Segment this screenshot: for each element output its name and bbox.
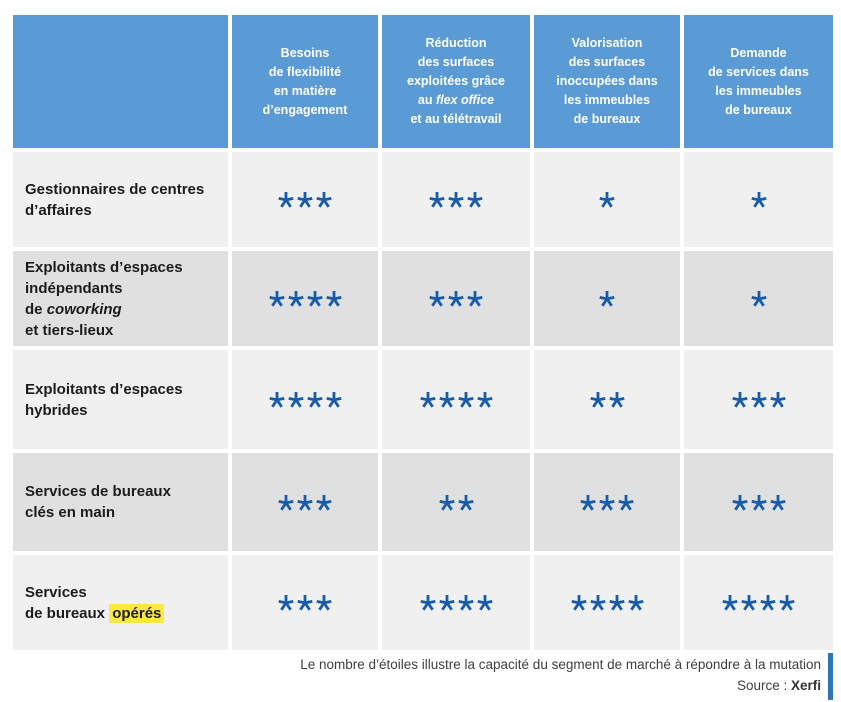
star-icon [448,290,464,307]
star-icon [760,594,776,611]
footer-caption [13,654,821,696]
star-icon [429,191,445,208]
star-icon [770,391,786,408]
stars-cell-r1-c1 [232,152,378,247]
stars-cell-r3-c4 [684,350,833,449]
header-cell-col1 [232,15,378,148]
text-line: de bureaux opérés [25,603,218,624]
accent-bar [828,653,833,700]
star-icon [618,494,634,511]
star-icon [278,191,294,208]
star-icon [609,391,625,408]
star-icon [458,594,474,611]
text-line: et tiers-lieux [25,321,114,339]
star-icon [779,594,795,611]
text-line: Services [25,583,87,601]
star-icon [439,391,455,408]
star-icon [477,594,493,611]
star-icon [467,290,483,307]
star-icon [307,290,323,307]
star-icon [628,594,644,611]
stars-cell-r2-c1 [232,251,378,346]
stars-cell-r3-c2 [382,350,530,449]
star-icon [732,391,748,408]
stars-cell-r5-c4 [684,555,833,650]
star-icon [316,494,332,511]
text-line: Valorisation [571,36,643,50]
row-label-5 [13,555,228,650]
text-line: des surfaces [568,55,646,69]
star-icon [732,494,748,511]
text-line: hybrides [25,401,88,419]
star-icon [316,594,332,611]
text-line: Besoins [280,45,330,60]
text-line: les immeubles [563,93,651,107]
text-line: de services dans [708,64,809,79]
text-line: des surfaces [417,55,495,69]
star-icon [278,494,294,511]
star-icon [571,594,587,611]
text-line: inoccupées dans [556,74,658,88]
header-cell-col4 [684,15,833,148]
source-label: Source : [736,678,791,693]
footnote: Le nombre d’étoiles illustre la capacité du segment de marché à répondre à la mutation [300,657,821,672]
stars-cell-r1-c2 [382,152,530,247]
star-icon [590,594,606,611]
star-icon [269,391,285,408]
row-label-1 [13,152,228,247]
star-icon [609,594,625,611]
star-icon [439,594,455,611]
source-value: Xerfi [790,678,821,693]
star-icon [278,594,294,611]
text-line: Demande [730,45,787,60]
star-icon [751,391,767,408]
text-line: Gestionnaires de centres [25,180,205,198]
star-icon [599,191,615,208]
star-icon [307,391,323,408]
star-icon [448,191,464,208]
star-icon [599,290,615,307]
star-icon [420,391,436,408]
star-icon [599,494,615,511]
stars-cell-r1-c4 [684,152,833,247]
matrix-grid [13,15,833,650]
text-line: d’engagement [262,102,348,117]
stars-cell-r5-c1 [232,555,378,650]
stars-cell-r4-c1 [232,453,378,551]
star-icon [741,594,757,611]
text-line: en matière [273,83,337,98]
text-line: de coworking [25,300,122,318]
text-line: de bureaux [725,102,792,117]
header-cell-col3 [534,15,680,148]
star-icon [297,594,313,611]
star-icon [751,494,767,511]
stars-cell-r4-c2 [382,453,530,551]
text-line: de bureaux [573,112,641,126]
star-icon [590,391,606,408]
row-label-4 [13,453,228,551]
header-cell-col2 [382,15,530,148]
text-line: les immeubles [715,83,802,98]
star-icon [420,594,436,611]
row-label-3 [13,350,228,449]
stars-cell-r1-c3 [534,152,680,247]
text-line: exploitées grâce [407,74,505,88]
star-icon [316,191,332,208]
source-line [13,675,821,696]
stars-cell-r4-c4 [684,453,833,551]
star-icon [751,191,767,208]
text-line: au flex office [417,93,495,107]
text-line: Exploitants d’espaces [25,258,183,276]
stars-cell-r5-c3 [534,555,680,650]
header-corner-cell [13,15,228,148]
star-icon [297,494,313,511]
stars-cell-r3-c1 [232,350,378,449]
star-icon [722,594,738,611]
stars-cell-r2-c2 [382,251,530,346]
star-icon [429,290,445,307]
star-icon [477,391,493,408]
star-icon [751,290,767,307]
star-icon [326,290,342,307]
stars-cell-r5-c2 [382,555,530,650]
stars-cell-r2-c3 [534,251,680,346]
star-icon [326,391,342,408]
star-icon [288,391,304,408]
stars-cell-r4-c3 [534,453,680,551]
star-icon [288,290,304,307]
row-label-2 [13,251,228,346]
text-line: indépendants [25,279,123,297]
star-icon [297,191,313,208]
star-icon [467,191,483,208]
stars-cell-r2-c4 [684,251,833,346]
text-line: et au télétravail [410,112,502,126]
text-line: Services de bureaux [25,483,171,500]
text-line: Réduction [425,36,487,50]
text-line: de flexibilité [268,64,342,79]
star-icon [269,290,285,307]
text-line: Exploitants d’espaces [25,380,183,398]
star-icon [439,494,455,511]
star-icon [458,494,474,511]
star-icon [458,391,474,408]
star-icon [770,494,786,511]
text-line: clés en main [25,504,116,521]
stars-cell-r3-c3 [534,350,680,449]
star-icon [580,494,596,511]
text-line: d’affaires [25,201,92,219]
